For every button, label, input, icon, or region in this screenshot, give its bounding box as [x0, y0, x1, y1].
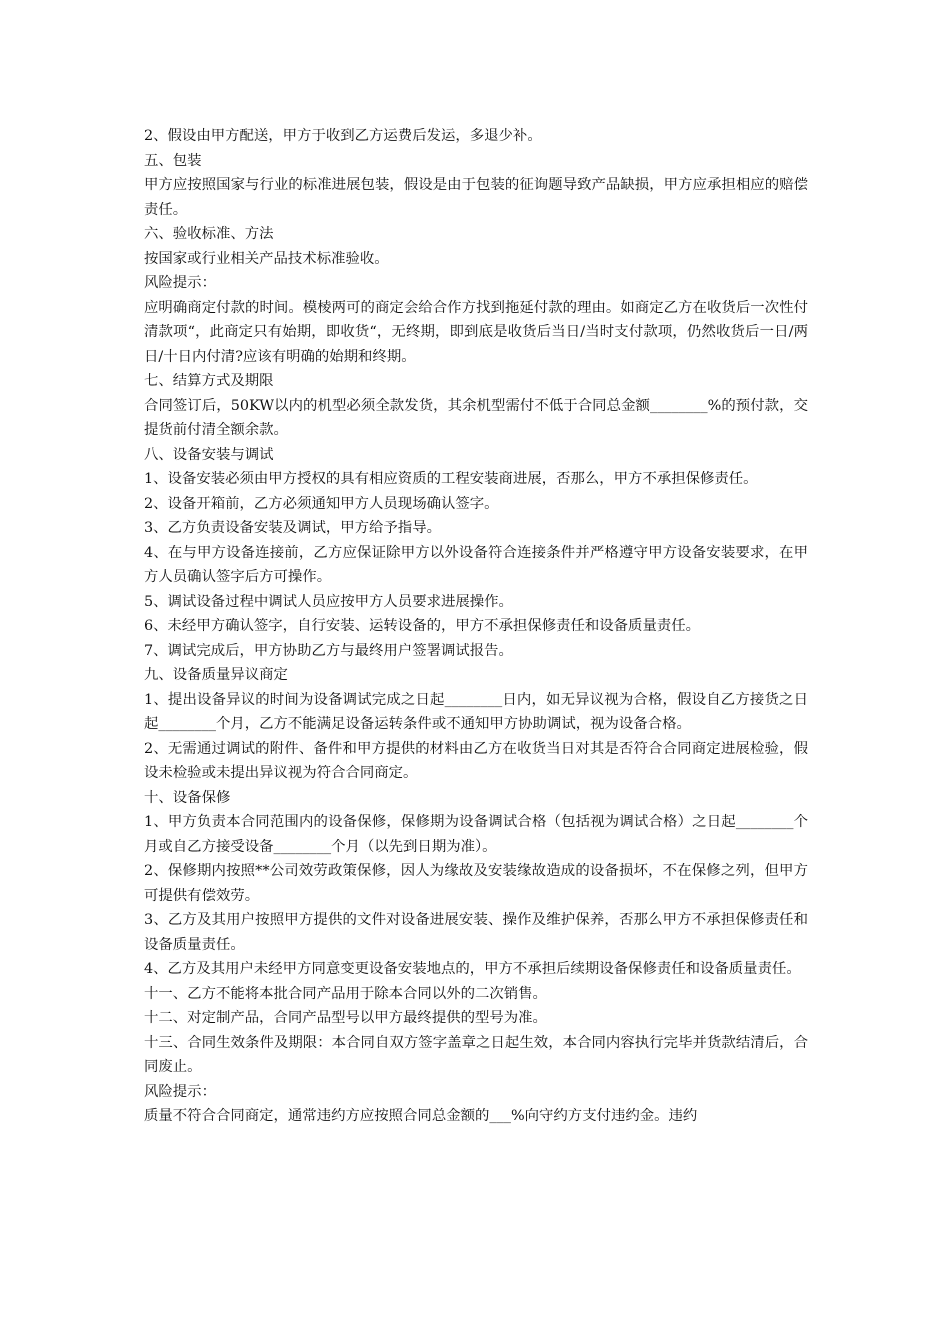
risk-note-heading: 风险提示： — [144, 275, 216, 291]
list-item: 5、调试设备过程中调试人员应按甲方人员要求进展操作。 — [144, 593, 513, 610]
paragraph: 2、假设由甲方配送，甲方于收到乙方运费后发运，多退少补。 — [144, 128, 542, 144]
list-item: 1、设备安装必须由甲方授权的具有相应资质的工程安装商进展，否那么，甲方不承担保修责任。 — [144, 471, 758, 487]
section-heading-installation: 八、设备安装与调试 — [144, 446, 274, 463]
list-item: 4、乙方及其用户未经甲方同意变更设备安装地点的，甲方不承担后续期设备保修责任和设备质量责任。 — [144, 961, 801, 977]
paragraph: 按国家或行业相关产品技术标准验收。 — [144, 250, 389, 267]
document-page — [144, 124, 808, 1129]
list-item: 4、在与甲方设备连接前，乙方应保证除甲方以外设备符合连接条件并严格遵守甲方设备安装要求，在甲方人员确认签字后方可操作。 — [144, 544, 808, 585]
paragraph: 合同签订后，50KW以内的机型必须全款发货，其余机型需付不低于合同总金额________%的预付款，交提货前付清全额余款。 — [144, 397, 808, 438]
paragraph: 甲方应按照国家与行业的标准进展包装，假设是由于包装的征询题导致产品缺损，甲方应承担相应的赔偿责任。 — [144, 177, 808, 218]
section-heading-packaging: 五、包装 — [144, 152, 202, 169]
list-item: 2、保修期内按照**公司效劳政策保修，因人为缘故及安装缘故造成的设备损坏，不在保修之列，但甲方可提供有偿效劳。 — [144, 863, 808, 904]
list-item: 1、甲方负责本合同范围内的设备保修，保修期为设备调试合格（包括视为调试合格）之日起________个月或自乙方接受设备________个月（以先到日期为准）。 — [144, 814, 808, 855]
list-item: 7、调试完成后，甲方协助乙方与最终用户签署调试报告。 — [144, 642, 513, 659]
section-heading-thirteen: 十三、合同生效条件及期限：本合同自双方签字盖章之日起生效，本合同内容执行完毕并货款结清后，合同废止。 — [144, 1034, 808, 1075]
risk-note-heading: 风险提示： — [144, 1083, 216, 1100]
section-heading-settlement: 七、结算方式及期限 — [144, 373, 274, 389]
list-item: 3、乙方负责设备安装及调试，甲方给予指导。 — [144, 520, 441, 536]
risk-note-text: 应明确商定付款的时间。模棱两可的商定会给合作方找到拖延付款的理由。如商定乙方在收货后一次性付清款项“，此商定只有始期，即收货“，无终期，即到底是收货后当日/当时支付款项，仍然收货后一日/两日/十日内付清?应该有明确的始期和终期。 — [144, 299, 808, 365]
section-heading-acceptance: 六、验收标准、方法 — [144, 226, 274, 242]
list-item: 2、无需通过调试的附件、备件和甲方提供的材料由乙方在收货当日对其是否符合合同商定进展检验，假设未检验或未提出异议视为符合合同商定。 — [144, 740, 808, 781]
list-item: 6、未经甲方确认签字，自行安装、运转设备的，甲方不承担保修责任和设备质量责任。 — [144, 618, 701, 634]
risk-note-text: 质量不符合合同商定，通常违约方应按照合同总金额的___%向守约方支付违约金。违约 — [144, 1108, 698, 1124]
list-item: 1、提出设备异议的时间为设备调试完成之日起________日内，如无异议视为合格，假设自乙方接货之日起________个月，乙方不能满足设备运转条件或不通知甲方协助调试，视为设备合格。 — [144, 691, 808, 732]
list-item: 3、乙方及其用户按照甲方提供的文件对设备进展安装、操作及维护保养，否那么甲方不承担保修责任和设备质量责任。 — [144, 912, 808, 953]
list-item: 2、设备开箱前，乙方必须通知甲方人员现场确认签字。 — [144, 495, 499, 512]
section-heading-twelve: 十二、对定制产品，合同产品型号以甲方最终提供的型号为准。 — [144, 1010, 547, 1026]
section-heading-eleven: 十一、乙方不能将本批合同产品用于除本合同以外的二次销售。 — [144, 985, 547, 1002]
section-heading-quality-objection: 九、设备质量异议商定 — [144, 667, 288, 683]
section-heading-warranty: 十、设备保修 — [144, 789, 231, 806]
